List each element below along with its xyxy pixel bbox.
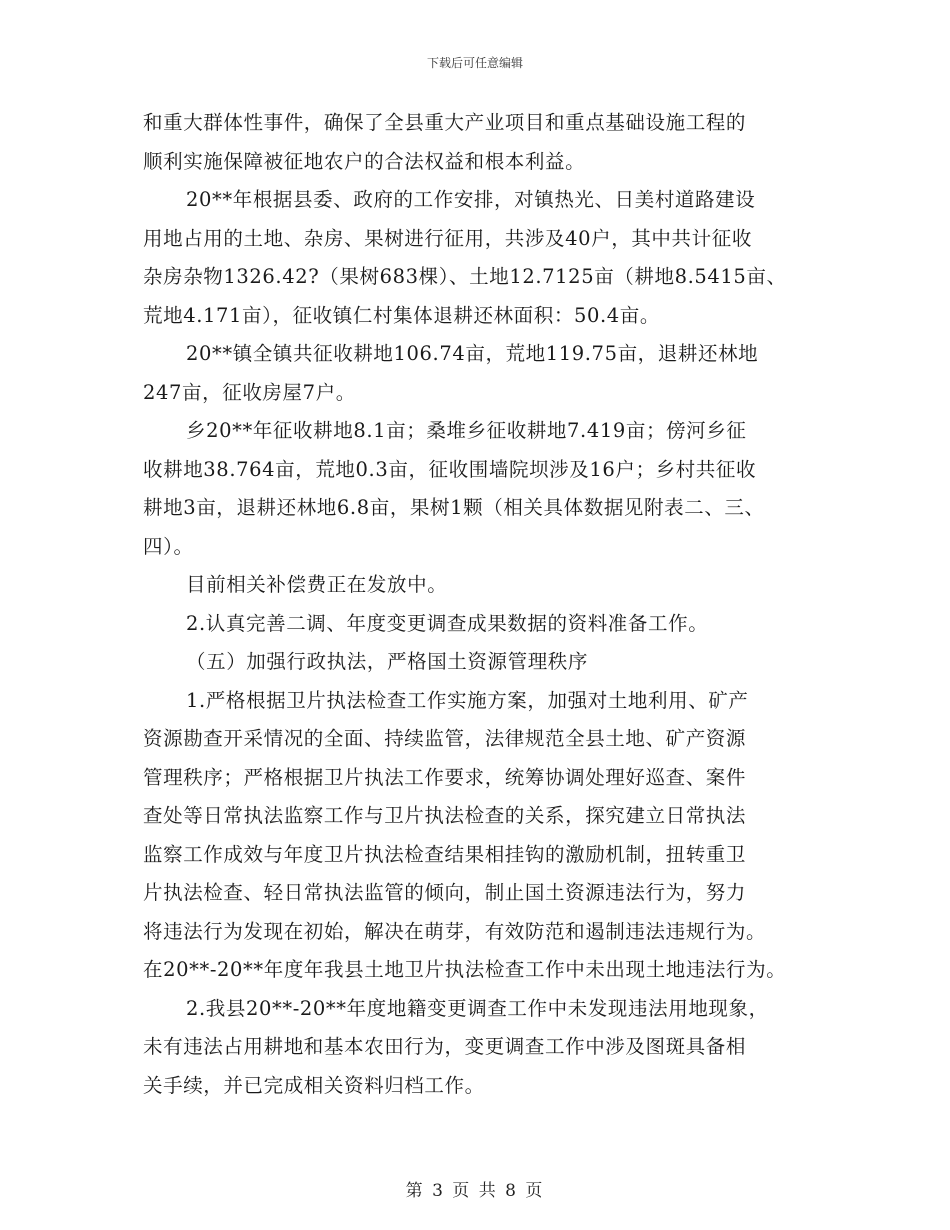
text-line-17: 资源勘查开采情况的全面、持续监管，法律规范全县土地、矿产资源 — [143, 727, 747, 750]
text-line-12: 四）。 — [143, 534, 194, 558]
text-line-18: 管理秩序；严格根据卫片执法工作要求，统筹协调处理好巡查、案件 — [143, 765, 747, 789]
text-line-21: 片执法检查、轻日常执法监管的倾向，制止国土资源违法行为，努力 — [143, 881, 747, 904]
text-line-4: 用地占用的土地、杂房、果树进行征用，共涉及40户，其中共计征收 — [143, 226, 752, 250]
text-line-7: 20**镇全镇共征收耕地106.74亩，荒地119.75亩，退耕还林地 — [186, 342, 759, 365]
text-line-13: 目前相关补偿费正在发放中。 — [186, 573, 448, 596]
text-line-8: 247亩，征收房屋7户。 — [143, 380, 356, 404]
text-line-26: 关手续，并已完成相关资料归档工作。 — [143, 1073, 485, 1097]
document-body — [143, 104, 833, 1105]
text-line-1: 和重大群体性事件，确保了全县重大产业项目和重点基础设施工程的 — [143, 111, 747, 134]
text-line-20: 监察工作成效与年度卫片执法检查结果相挂钩的激励机制，扭转重卫 — [143, 842, 747, 866]
text-line-19: 查处等日常执法监察工作与卫片执法检查的关系，探究建立日常执法 — [143, 804, 747, 827]
text-line-2: 顺利实施保障被征地农户的合法权益和根本利益。 — [143, 149, 586, 173]
text-line-9: 乡20**年征收耕地8.1亩；桑堆乡征收耕地7.419亩；傍河乡征 — [186, 419, 747, 442]
section-heading: （五）加强行政执法，严格国土资源管理秩序 — [186, 650, 589, 673]
text-line-5: 杂房杂物1326.42?（果树683棵）、土地12.7125亩（耕地8.5415亩、 — [143, 265, 787, 288]
text-line-3: 20**年根据县委、政府的工作安排，对镇热光、日美村道路建设 — [186, 188, 756, 211]
text-line-10: 收耕地38.764亩，荒地0.3亩，征收围墙院坝涉及16户；乡村共征收 — [143, 457, 757, 481]
text-line-6: 荒地4.171亩），征收镇仁村集体退耕还林面积：50.4亩。 — [143, 303, 660, 327]
text-line-14: 2.认真完善二调、年度变更调查成果数据的资料准备工作。 — [186, 611, 709, 635]
text-line-25: 未有违法占用耕地和基本农田行为，变更调查工作中涉及图斑具备相 — [143, 1035, 747, 1058]
page-footer: 第 3 页 共 8 页 — [405, 1181, 545, 1201]
text-line-24: 2.我县20**-20**年度地籍变更调查工作中未发现违法用地现象， — [186, 996, 769, 1020]
text-line-23: 在20**-20**年度年我县土地卫片执法检查工作中未出现土地违法行为。 — [143, 958, 787, 981]
text-line-11: 耕地3亩，退耕还林地6.8亩，果树1颗（相关具体数据见附表二、三、 — [143, 496, 765, 519]
text-line-16: 1.严格根据卫片执法检查工作实施方案，加强对土地利用、矿产 — [186, 688, 749, 712]
page-header: 下载后可任意编辑 — [426, 56, 523, 70]
text-line-22: 将违法行为发现在初始，解决在萌芽，有效防范和遏制违法违规行为。 — [143, 919, 767, 943]
